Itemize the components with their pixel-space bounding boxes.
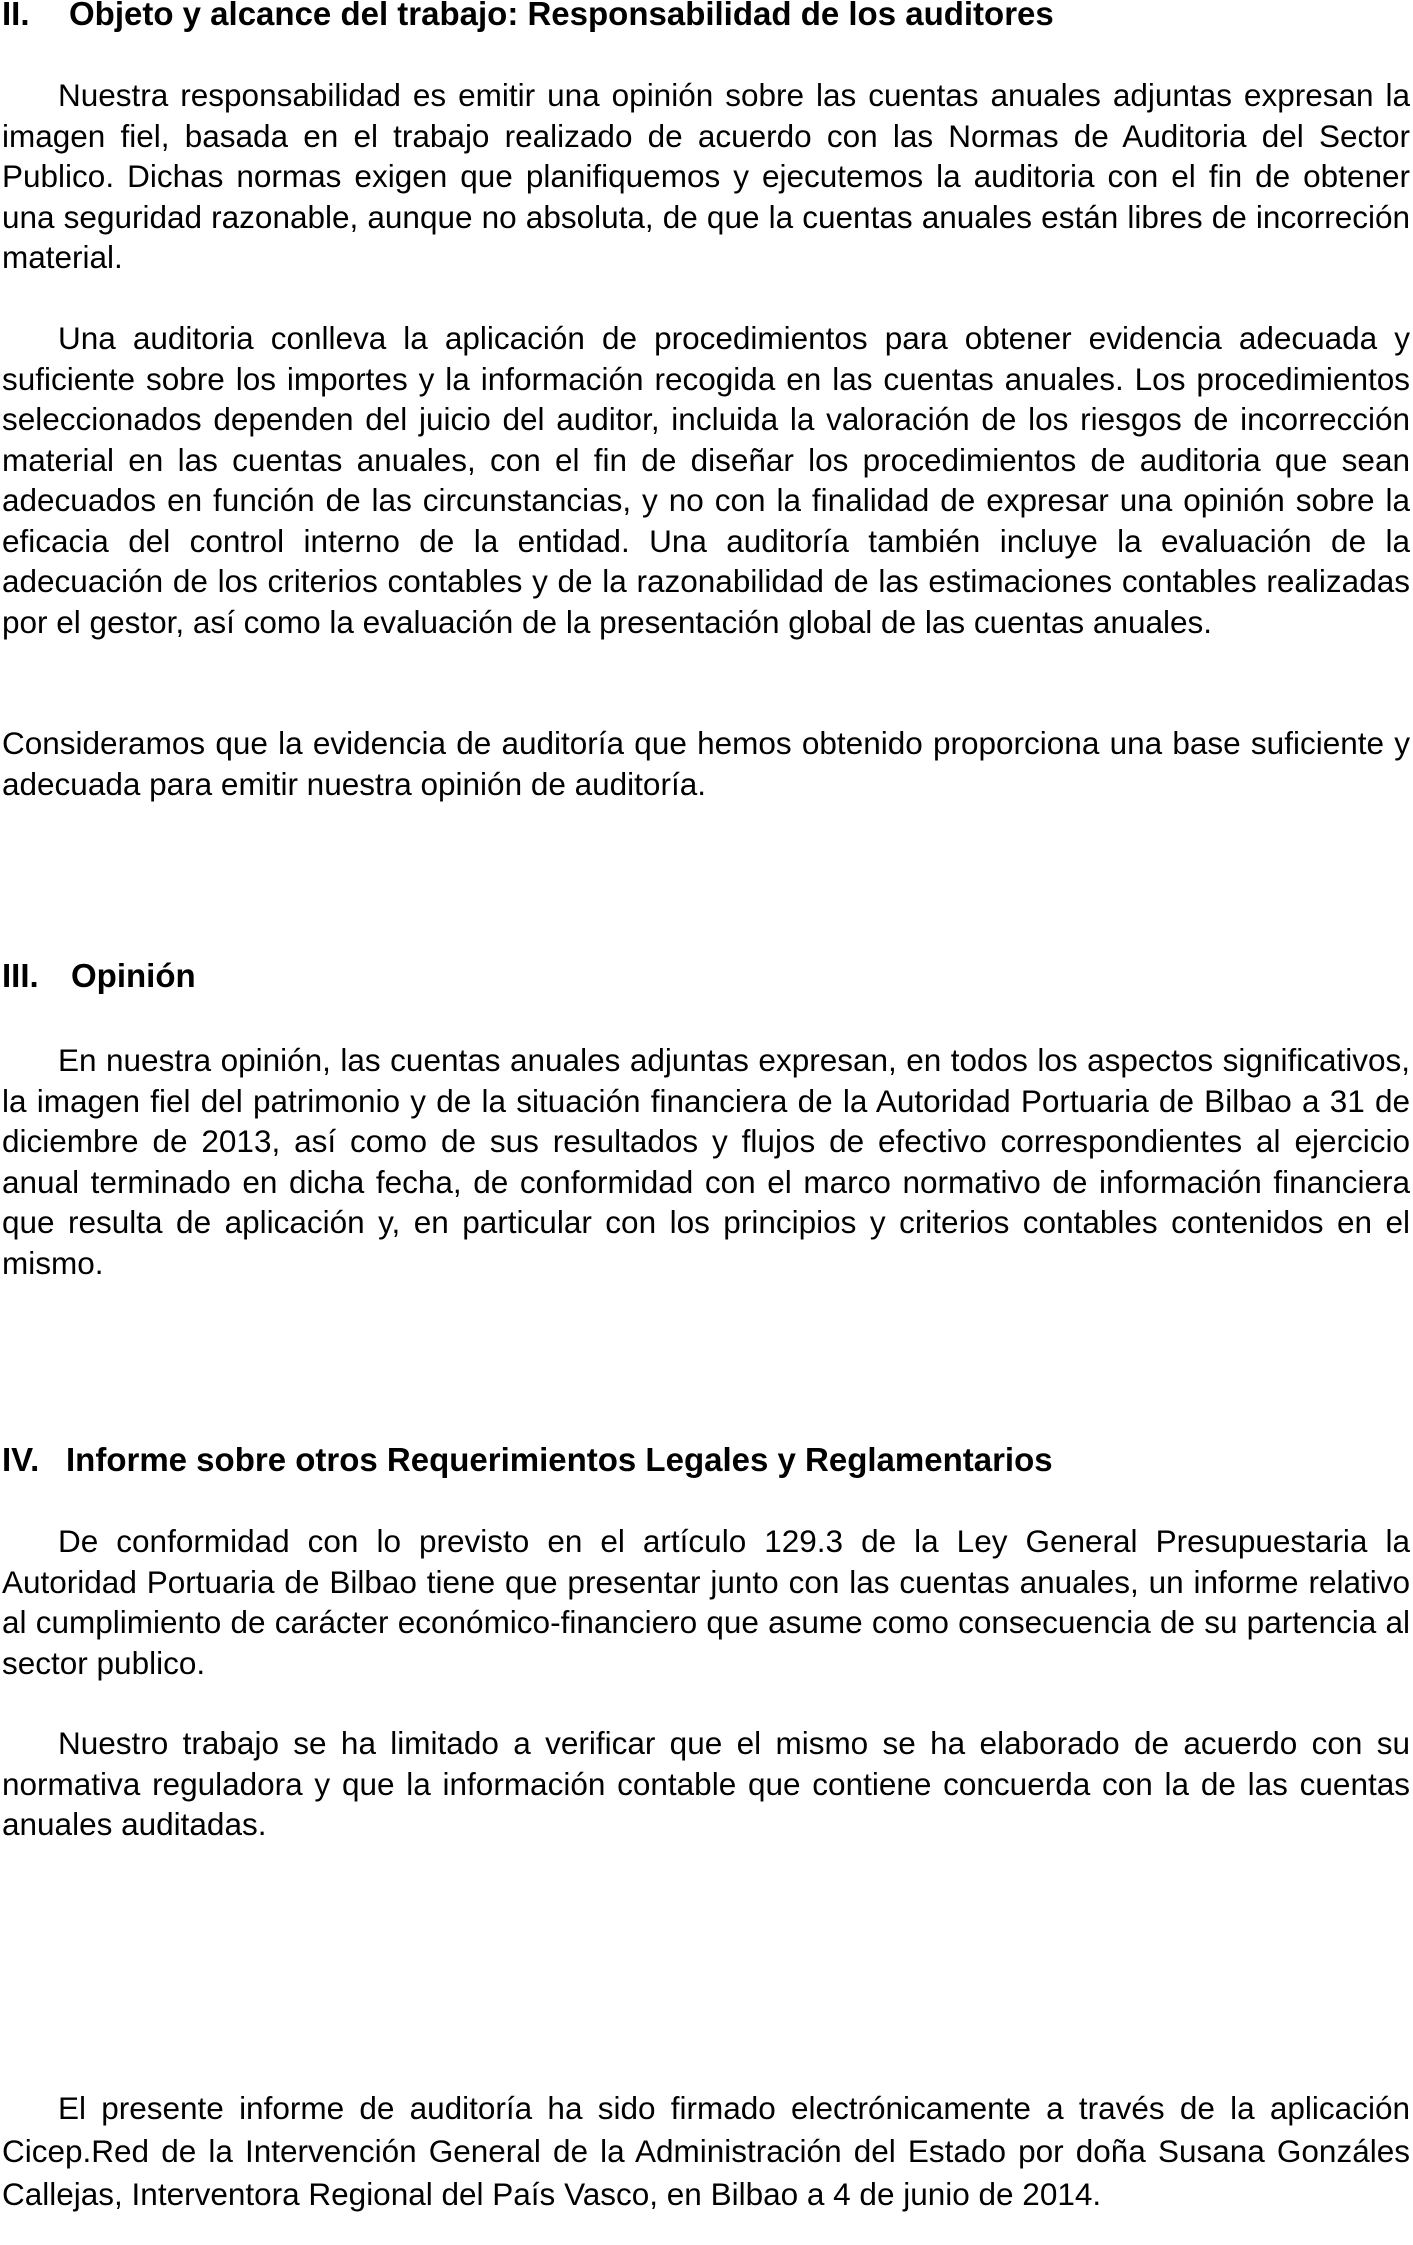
section-heading-iii: [2, 956, 196, 996]
section-number: II.: [2, 0, 30, 32]
paragraph: Nuestro trabajo se ha limitado a verificar que el mismo se ha elaborado de acuerdo con su normativa reguladora y que la información contable que contiene concuerda con la de las cuentas anuales auditadas.: [2, 1725, 1410, 1842]
paragraph: Consideramos que la evidencia de auditoría que hemos obtenido proporciona una base suficiente y adecuada para emitir nuestra opinión de auditoría.: [2, 725, 1410, 802]
section-title: Opinión: [71, 957, 196, 994]
signature-paragraph: El presente informe de auditoría ha sido firmado electrónicamente a través de la aplicación Cicep.Red de la Intervención General de la Administración del Estado por doña Susana Gonzáles Callejas, Interventora Regional del País Vasco, en Bilbao a 4 de junio de 2014.: [2, 2090, 1410, 2212]
section-title: Informe sobre otros Requerimientos Legales y Reglamentarios: [66, 1441, 1053, 1478]
paragraph: Una auditoria conlleva la aplicación de procedimientos para obtener evidencia adecuada y suficiente sobre los importes y la información recogida en las cuentas anuales. Los procedimientos seleccionados dependen del juicio del auditor, incluida la valoración de los riesgos de incorrección material en las cuentas anuales, con el fin de diseñar los procedimientos de auditoria que sean adecuados en función de las circunstancias, y no con la finalidad de expresar una opinión sobre la eficacia del control interno de la entidad. Una auditoría también incluye la evaluación de la adecuación de los criterios contables y de la razonabilidad de las estimaciones contables realizadas por el gestor, así como la evaluación de la presentación global de las cuentas anuales.: [2, 320, 1410, 640]
paragraph: Nuestra responsabilidad es emitir una opinión sobre las cuentas anuales adjuntas expresan la imagen fiel, basada en el trabajo realizado de acuerdo con las Normas de Auditoria del Sector Publico. Dichas normas exigen que planifiquemos y ejecutemos la auditoria con el fin de obtener una seguridad razonable, aunque no absoluta, de que la cuentas anuales están libres de incorreción material.: [2, 77, 1410, 275]
section-number: IV.: [2, 1441, 40, 1478]
section-title: Objeto y alcance del trabajo: Responsabilidad de los auditores: [69, 0, 1054, 32]
section-number: III.: [2, 957, 39, 994]
paragraph: De conformidad con lo previsto en el artículo 129.3 de la Ley General Presupuestaria la Autoridad Portuaria de Bilbao tiene que presentar junto con las cuentas anuales, un informe relativo al cumplimiento de carácter económico-financiero que asume como consecuencia de su partencia al sector publico.: [2, 1523, 1410, 1681]
section-heading-ii: [2, 0, 1054, 34]
section-heading-iv: [2, 1440, 1053, 1480]
paragraph: En nuestra opinión, las cuentas anuales adjuntas expresan, en todos los aspectos significativos, la imagen fiel del patrimonio y de la situación financiera de la Autoridad Portuaria de Bilbao a 31 de diciembre de 2013, así como de sus resultados y flujos de efectivo correspondientes al ejercicio anual terminado en dicha fecha, de conformidad con el marco normativo de información financiera que resulta de aplicación y, en particular con los principios y criterios contables contenidos en el mismo.: [2, 1042, 1410, 1281]
